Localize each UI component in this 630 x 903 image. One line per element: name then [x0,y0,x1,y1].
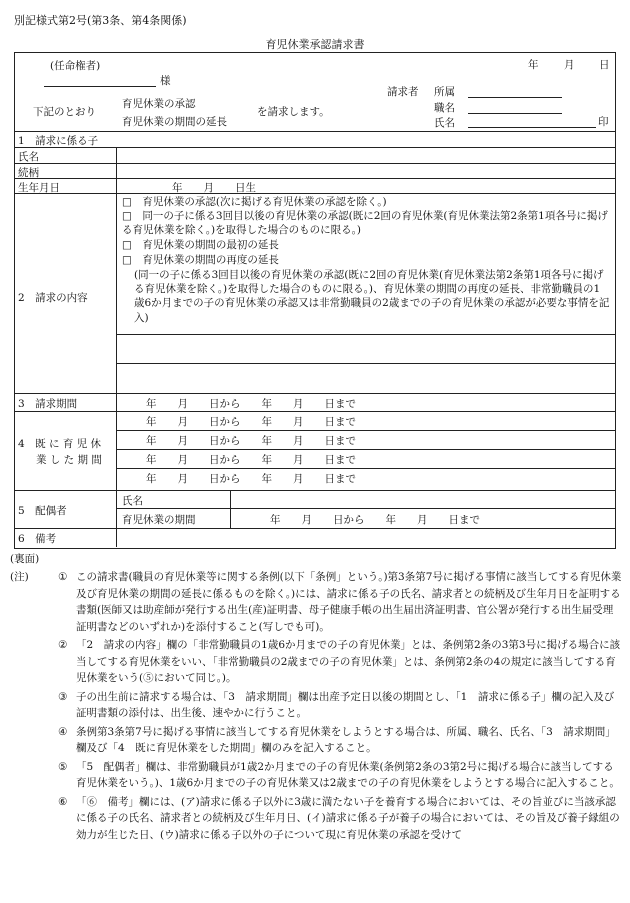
section4-label-line1: 4 既 に 育 児 休 [18,438,102,450]
position-label: 職名 [434,102,455,114]
request-statement: を請求します。 [257,106,330,118]
affiliation-underline [468,97,562,98]
appointer-label: (任命権者) [50,60,101,72]
previous-leave-period: 年 月 日から 年 月 日まで [146,473,356,485]
date-day-label: 日 [599,59,610,71]
child-birthdate-label: 生年月日 [18,182,60,194]
row-divider [116,363,615,364]
spouse-leave-label: 育児休業の期間 [122,514,196,526]
note-text: この請求書(職員の育児休業等に関する条例(以下「条例」という。)第3条第7号に掲げる事情に該当してする育児休業及び育児休業の期間の延長に係るものを除く。)には、請求に係る子の氏名、請求者との続柄及び生年月日を証明する書類(医師又は助産師が発行する出生(産)証明書、母子健康手帳の出生届出済証明書、官公署が発行する出生届受理証明書などのいずれか)を添付すること(写しでも可)。 [76,571,622,633]
note-number: ② [58,639,68,651]
back-side-label: (裏面) [10,553,40,565]
option-childcare-leave-extension: 育児休業の期間の延長 [122,116,227,128]
name-underline [468,127,596,128]
note-item [10,637,622,687]
request-content-option: □ 育児休業の期間の最初の延長 [122,239,279,251]
request-period-value: 年 月 日から 年 月 日まで [146,398,356,410]
seal-mark: 印 [598,116,609,128]
note-number: ③ [58,690,68,703]
note-item [10,724,622,757]
row-divider [14,490,615,491]
note-prefix: (注) [10,571,29,583]
child-relation-label: 続柄 [18,167,39,179]
affiliation-label: 所属 [434,86,455,98]
note-item [10,759,622,792]
request-content-option: □ 同一の子に係る3回目以後の育児休業の承認(既に2回の育児休業(育児休業法第2条第1項各号に掲げる育児休業を除く。)を取得した場合のものに限る。) [122,210,608,237]
notes-section [10,569,622,845]
note-text: 子の出生前に請求する場合は、「3 請求期間」欄は出産予定日以後の期間とし、「1 請求に係る子」欄の記入及び証明書類の添付は、出生後、速やかに行うこと。 [76,690,615,719]
note-item [10,794,622,844]
following-text: 下記のとおり [33,106,96,118]
document-title: 育児休業承認請求書 [265,38,365,51]
section6-label: 6 備考 [18,533,57,545]
form-number-label: 別記様式第2号(第3条、第4条関係) [14,14,187,27]
row-divider [116,468,615,469]
row-divider [14,528,615,529]
request-content-option: □ 育児休業の期間の再度の延長 [122,254,279,266]
row-divider [14,163,615,164]
child-birthdate-value: 年 月 日生 [172,182,256,194]
note-number: ④ [58,725,68,738]
row-divider [14,393,615,394]
row-divider [14,131,615,132]
section5-label: 5 配偶者 [18,505,67,517]
request-content-option: □ 育児休業の承認(次に掲げる育児休業の承認を除く。) [122,196,387,208]
label-column-divider [116,147,117,547]
spouse-name-label: 氏名 [122,495,143,507]
request-content-note: (同一の子に係る3回目以後の育児休業の承認(既に2回の育児休業(育児休業法第2条第1項各号に掲げる育児休業を除く。)を取得した場合のものに限る。)、育児休業の期間の再度の延長、非常勤職員の1歳6か月までの子の育児休業の承認又は非常勤職員の2歳までの子の育児休業の承認が必要な事情を記入) [134,269,610,324]
section1-heading: 1 請求に係る子 [18,135,99,147]
row-divider [14,193,615,194]
spouse-leave-period: 年 月 日から 年 月 日まで [270,514,480,526]
section3-label: 3 請求期間 [18,398,78,410]
note-number: ⑤ [58,760,68,773]
row-divider [116,508,615,509]
note-text: 「5 配偶者」欄は、非常勤職員が1歳2か月までの子の育児休業(条例第2条の3第2号に掲げる場合に該当してする育児休業をいう。)、1歳6か月までの子の育児休業又は2歳までの子の育児休業をしようとする場合に記入すること。 [76,760,620,789]
note-text: 「2 請求の内容」欄の「非常勤職員の1歳6か月までの子の育児休業」とは、条例第2条の3第3号に掲げる場合に該当してする育児休業をいい、「非常勤職員の2歳までの子の育児休業」とは、条例第2条の4の規定に該当してする育児休業をいう(⑤において同じ。)。 [76,639,621,684]
row-divider [14,147,615,148]
previous-leave-period: 年 月 日から 年 月 日まで [146,435,356,447]
sama-label: 様 [160,75,171,87]
note-item [10,689,622,722]
requester-label: 請求者 [387,86,419,98]
section4-label-line2: 業 し た 期 間 [36,454,102,466]
child-name-label: 氏名 [18,151,39,163]
note-text: 「⑥ 備考」欄には、(ア)請求に係る子以外に3歳に満たない子を養育する場合においては、その旨並びに当該承認に係る子の氏名、請求者との続柄及び生年月日、(イ)請求に係る子が養子の場合においては、その旨及び養子縁組の効力が生じた日、(ウ)請求に係る子以外の子について現に育児休業の承認を受けて [76,795,620,841]
spouse-column-divider [230,490,231,528]
row-divider [14,178,615,179]
note-number: ⑥ [58,795,68,808]
date-month-label: 月 [564,59,575,71]
previous-leave-period: 年 月 日から 年 月 日まで [146,416,356,428]
option-childcare-leave-approval: 育児休業の承認 [122,98,196,110]
row-divider [116,449,615,450]
position-underline [468,113,562,114]
note-item [10,569,622,635]
row-divider [116,334,615,335]
note-text: 条例第3条第7号に掲げる事情に該当してする育児休業をしようとする場合は、所属、職名、氏名、「3 請求期間」欄及び「4 既に育児休業をした期間」欄のみを記入すること。 [76,725,616,754]
row-divider [116,430,615,431]
row-divider [14,411,615,412]
section2-label: 2 請求の内容 [18,292,88,304]
previous-leave-period: 年 月 日から 年 月 日まで [146,454,356,466]
name-label: 氏名 [434,117,455,129]
note-number: ① [58,571,68,583]
appointer-underline [44,86,156,87]
date-year-label: 年 [528,59,539,71]
